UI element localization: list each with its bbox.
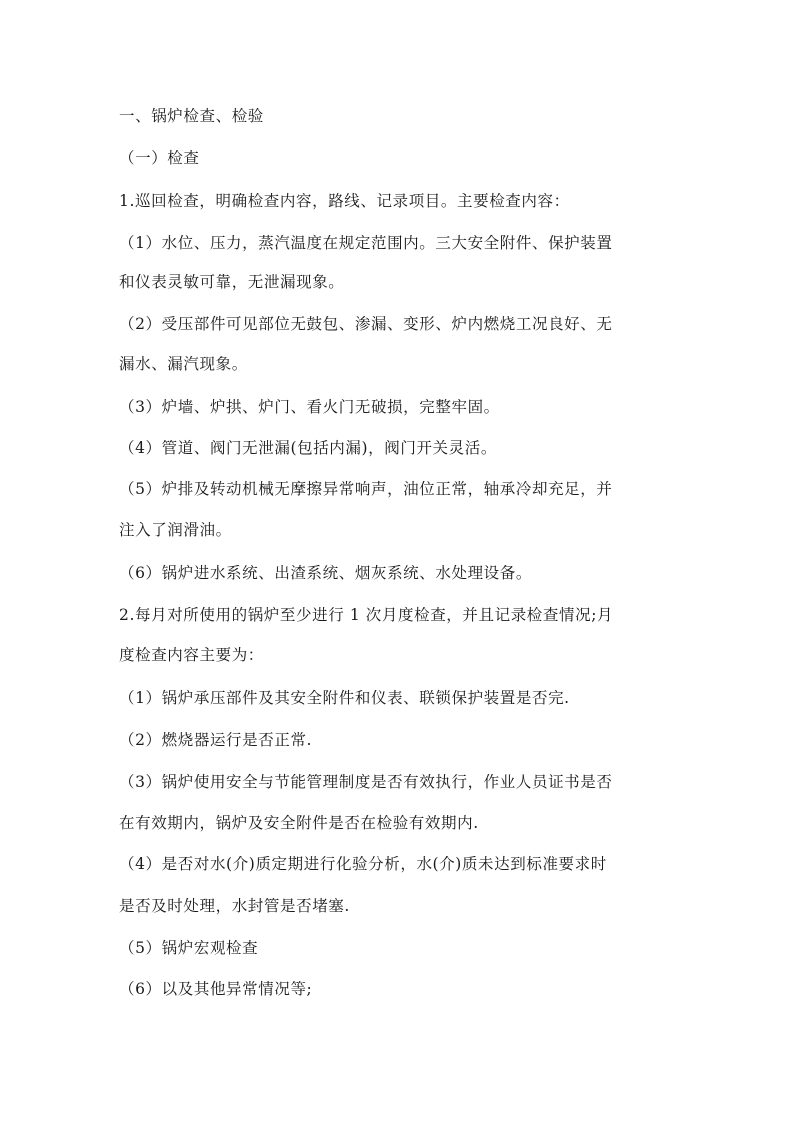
- text-line: （1）锅炉承压部件及其安全附件和仪表、联锁保护装置是否完.: [119, 689, 570, 707]
- heading-boiler-inspection: 一、锅炉检查、检验: [119, 107, 264, 125]
- text-line: 和仪表灵敏可靠，无泄漏现象。: [119, 273, 345, 291]
- text-line: 注入了润滑油。: [119, 521, 232, 539]
- text-line: 是否及时处理，水封管是否堵塞.: [119, 897, 350, 915]
- text-line: （3）炉墙、炉拱、炉门、看火门无破损，完整牢固。: [119, 398, 500, 416]
- text-line: 在有效期内，锅炉及安全附件是否在检验有效期内.: [119, 814, 479, 832]
- text-line: （1）水位、压力，蒸汽温度在规定范围内。三大安全附件、保护装置: [119, 234, 613, 252]
- text-line: （6）以及其他异常情况等;: [119, 980, 313, 998]
- subheading-inspection: （一）检查: [119, 149, 200, 167]
- text-line: 1.巡回检查，明确检查内容，路线、记录项目。主要检查内容：: [119, 192, 570, 210]
- text-line: （4）是否对水(介)质定期进行化验分析，水(介)质未达到标准要求时: [119, 855, 607, 873]
- text-line: 漏水、漏汽现象。: [119, 355, 248, 373]
- text-line: （2）受压部件可见部位无鼓包、渗漏、变形、炉内燃烧工况良好、无: [119, 315, 613, 333]
- text-line: 2.每月对所使用的锅炉至少进行 1 次月度检查，并且记录检查情况;月: [119, 606, 614, 624]
- text-line: （2）燃烧器运行是否正常.: [119, 731, 313, 749]
- text-line: （5）炉排及转动机械无摩擦异常响声，油位正常，轴承冷却充足，并: [119, 480, 613, 498]
- text-line: 度检查内容主要为：: [119, 646, 264, 664]
- text-line: （6）锅炉进水系统、出渣系统、烟灰系统、水处理设备。: [119, 564, 532, 582]
- text-line: （4）管道、阀门无泄漏(包括内漏)，阀门开关灵活。: [119, 439, 497, 457]
- text-line: （5）锅炉宏观检查: [119, 939, 259, 957]
- text-line: （3）锅炉使用安全与节能管理制度是否有效执行，作业人员证书是否: [119, 773, 613, 791]
